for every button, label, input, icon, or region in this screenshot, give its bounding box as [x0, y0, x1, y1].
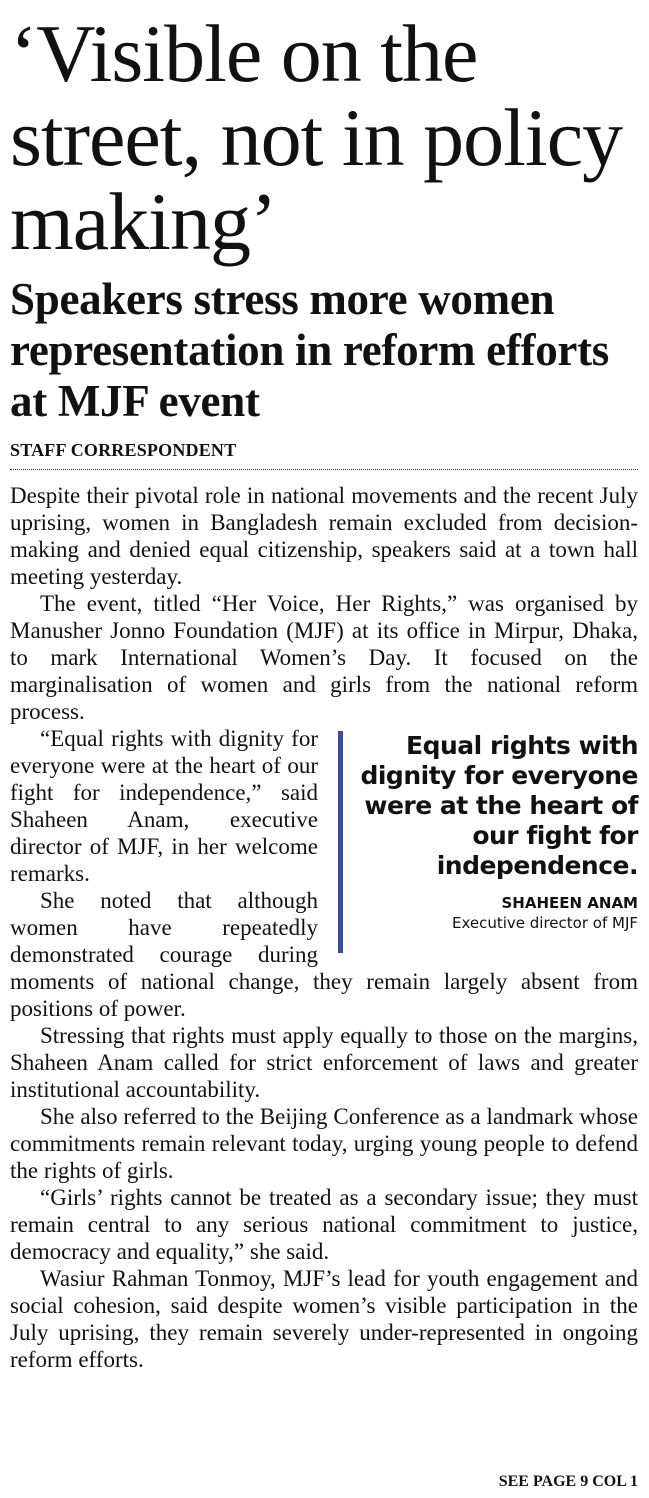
article-body: [10, 482, 638, 1373]
pull-quote-name: SHAHEEN ANAM: [501, 894, 638, 912]
pull-quote-text: Equal rights with dignity for everyone were at the heart of our fight for independence.: [360, 731, 638, 880]
byline: STAFF CORRESPONDENT: [10, 440, 237, 460]
continuation-note: SEE PAGE 9 COL 1: [498, 1473, 638, 1490]
paragraph: “Girls’ rights cannot be treated as a secondary issue; they must remain central to any serious national commitment to justice, democracy and equality,” she said.: [10, 1185, 638, 1264]
paragraph: “Equal rights with dignity for everyone were at the heart of our fight for independence,” said Shaheen Anam, executive director of MJF, in her welcome remarks.: [10, 726, 318, 886]
pull-quote: [338, 731, 638, 953]
paragraph: Stressing that rights must apply equally to those on the margins, Shaheen Anam called for strict enforcement of laws and greater institutional accountability.: [10, 1023, 638, 1102]
article: [10, 0, 638, 1498]
paragraph: She also referred to the Beijing Conference as a landmark whose commitments remain relevant today, urging young people to defend the rights of girls.: [10, 1104, 638, 1183]
pull-quote-title: Executive director of MJF: [451, 914, 638, 932]
dotted-divider: [10, 469, 638, 470]
paragraph: Despite their pivotal role in national movements and the recent July uprising, women in Bangladesh remain excluded from decision-making and denied equal citizenship, speakers said at a town hall meeting yesterday.: [10, 483, 638, 589]
subheadline: Speakers stress more women representation in reform efforts at MJF event: [10, 274, 609, 426]
paragraph: Wasiur Rahman Tonmoy, MJF’s lead for youth engagement and social cohesion, said despite women’s visible participation in the July uprising, they remain severely under-represented in ongoing reform efforts.: [10, 1266, 638, 1372]
paragraph: The event, titled “Her Voice, Her Rights,” was organised by Manusher Jonno Foundation (MJF) at its office in Mirpur, Dhaka, to mark International Women’s Day. It focused on the marginalisation of women and girls from the national reform process.: [10, 591, 638, 724]
headline: ‘Visible on the street, not in policy making’: [10, 8, 623, 267]
paragraph: She noted that although women have repeatedly demonstrated courage during moments of national change, they remain largely absent from positions of power.: [10, 888, 638, 1021]
